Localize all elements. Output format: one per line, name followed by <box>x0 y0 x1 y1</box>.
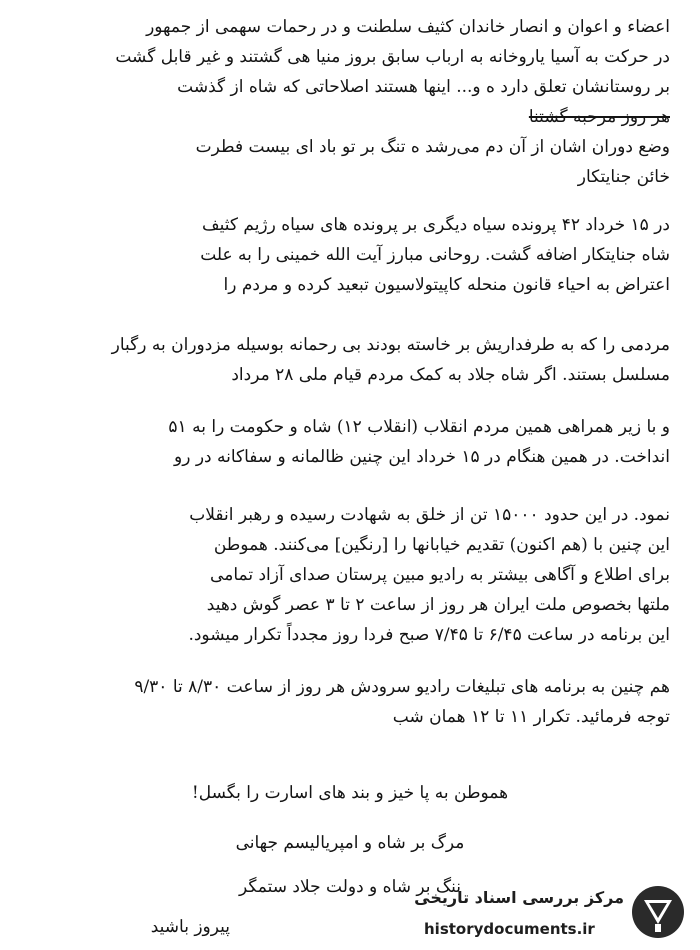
text-line: این چنین با (هم اکنون) تقدیم خیابانها را [رنگین] می‌کنند. هموطن <box>213 535 670 555</box>
text-line: و با زیر همراهی همین مردم انقلاب (انقلاب ۱۲) شاه و حکومت را به ۵۱ <box>168 417 670 437</box>
stamp-title: مرکز بررسی اسناد تاریخی <box>414 888 624 907</box>
paragraph-1 <box>30 12 670 192</box>
text-line: خائن جنایتکار <box>577 167 670 187</box>
closing-slogan-1 <box>30 778 670 808</box>
struck-text-line: هر روز مرحبه گشتنا <box>528 107 670 127</box>
paragraph-6 <box>30 672 670 732</box>
text-line: بر روستانشان تعلق دارد ه و... اینها هستند اصلاحاتی که شاه از گذشت <box>177 77 670 97</box>
text-line: اعضاء و اعوان و انصار خاندان کثیف سلطنت و در رحمات سهمی از جمهور <box>146 17 670 37</box>
text-line: هم چنین به برنامه های تبلیغات رادیو سرودش هر روز از ساعت ۸/۳۰ تا ۹/۳۰ <box>134 677 670 697</box>
text-line: نمود. در این حدود ۱۵۰۰۰ تن از خلق به شهادت رسیده و رهبر انقلاب <box>189 505 670 525</box>
text-line: توجه فرمائید. تکرار ۱۱ تا ۱۲ همان شب <box>392 707 670 727</box>
text-line: مردمی را که به طرفداریش بر خاسته بودند بی رحمانه بوسیله مزدوران به رگبار <box>111 335 670 355</box>
slogan-line: پیروز باشید <box>150 917 230 937</box>
text-line: در ۱۵ خرداد ۴۲ پرونده سیاه دیگری بر پرونده های سیاه رژیم کثیف <box>202 215 670 235</box>
text-line: برای اطلاع و آگاهی بیشتر به رادیو مبین پرستان صدای آزاد تمامی <box>210 565 670 585</box>
archive-logo-icon <box>630 884 686 940</box>
text-line: شاه جنایتکار اضافه گشت. روحانی مبارز آیت الله خمینی را به علت <box>200 245 670 265</box>
paragraph-5 <box>30 500 670 650</box>
text-line: انداخت. در همین هنگام در ۱۵ خرداد این چنین ظالمانه و سفاکانه در رو <box>174 447 670 467</box>
watermark-stamp <box>414 880 690 944</box>
slogan-line: ننگ بر شاه و دولت جلاد ستمگر <box>239 877 461 897</box>
text-line: این برنامه در ساعت ۶/۴۵ تا ۷/۴۵ صبح فردا روز مجدداً تکرار میشود. <box>188 625 670 645</box>
text-line: اعتراض به احیاء قانون منحله کاپیتولاسیون تبعید کرده و مردم را <box>223 275 670 295</box>
paragraph-3 <box>30 330 670 390</box>
slogan-line: هموطن به پا خیز و بند های اسارت را بگسل! <box>191 783 509 803</box>
text-line: در حرکت به آسیا یاروخانه به ارباب سابق بروز منیا هی گشتند و غیر قابل گشت <box>115 47 670 67</box>
paragraph-2 <box>30 210 670 300</box>
closing-slogan-4 <box>30 912 230 942</box>
slogan-line: مرگ بر شاه و امپریالیسم جهانی <box>235 833 465 853</box>
text-line: مسلسل بستند. اگر شاه جلاد به کمک مردم قیام ملی ۲۸ مرداد <box>231 365 670 385</box>
text-line: ملتها بخصوص ملت ایران هر روز از ساعت ۲ تا ۳ عصر گوش دهید <box>206 595 670 615</box>
closing-slogan-2 <box>30 828 670 858</box>
paragraph-4 <box>30 412 670 472</box>
stamp-url: historydocuments.ir <box>424 920 595 938</box>
text-line: وضع دوران اشان از آن دم می‌رشد ه تنگ بر تو باد ای بیست فطرت <box>195 137 670 157</box>
